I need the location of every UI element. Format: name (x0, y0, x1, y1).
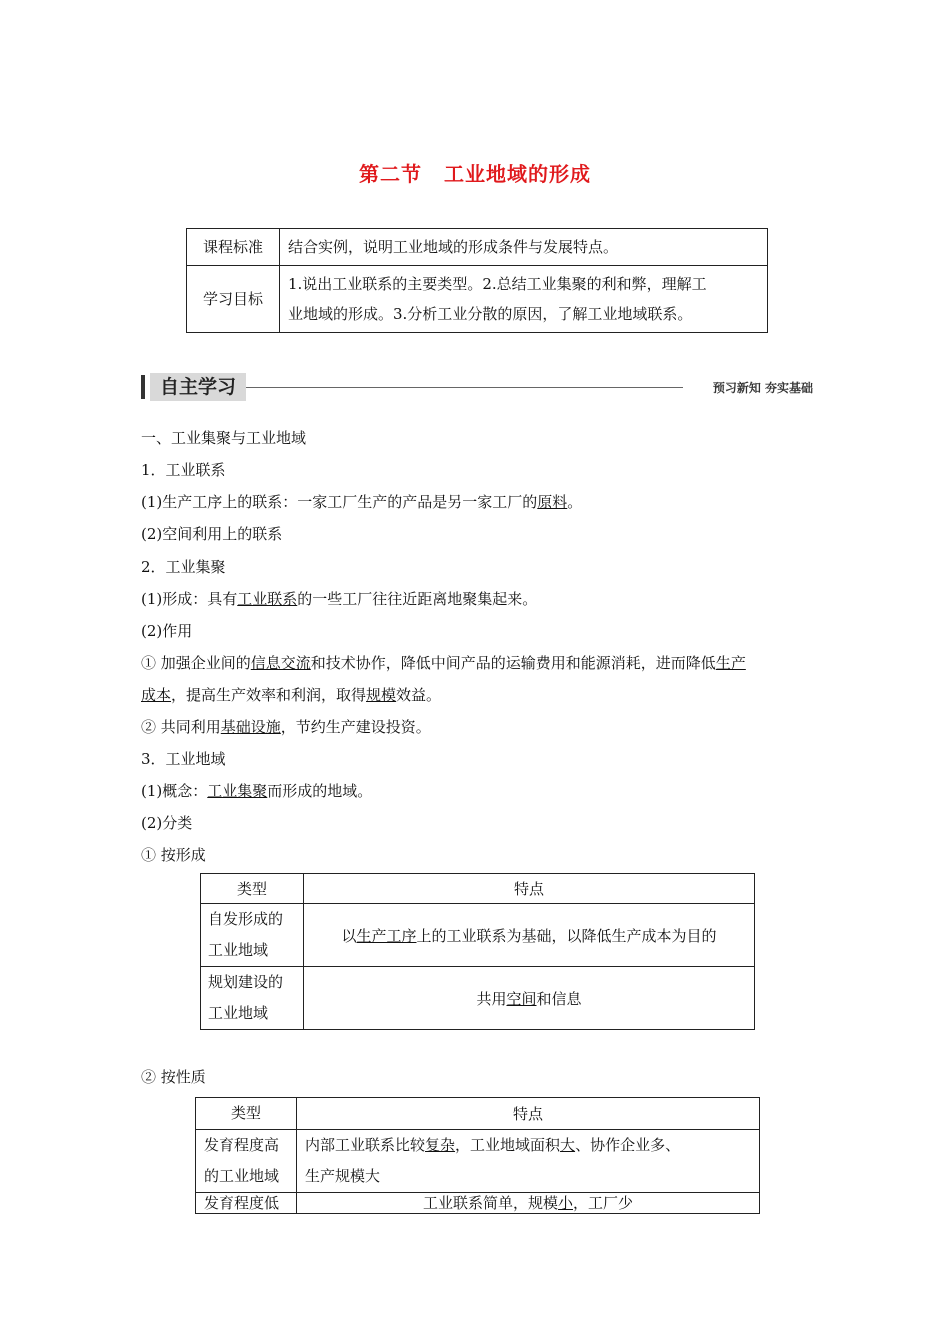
text: 而形成的地域。 (267, 782, 373, 800)
answer-blank: 复杂 (425, 1136, 456, 1154)
table-header: 类型 (196, 1098, 297, 1130)
text: ，工厂少 (573, 1194, 634, 1212)
text: (1)概念： (141, 782, 208, 800)
standard-text: 结合实例，说明工业地域的形成条件与发展特点。 (280, 229, 768, 266)
paragraph (141, 717, 431, 737)
table-row (196, 1193, 760, 1214)
page-title (0, 158, 950, 187)
section-banner (141, 373, 813, 401)
text: 发育程度高 (204, 1136, 280, 1154)
paragraph: (2)分类 (141, 814, 193, 832)
answer-blank: 成本 (141, 686, 172, 704)
text: 的一些工厂往往近距离地聚集起来。 (297, 590, 538, 608)
text: 和技术协作，降低中间产品的运输费用和能源消耗，进而降低 (310, 654, 716, 672)
text: 、协作企业多、 (575, 1136, 681, 1154)
paragraph: (2)作用 (141, 622, 193, 640)
nature-table (195, 1097, 760, 1214)
objectives-text (280, 266, 768, 333)
text: ① 加强企业间的 (141, 654, 251, 672)
banner-bar (141, 375, 145, 399)
table-cell: 发育程度低 (196, 1193, 297, 1214)
text: 生产规模大 (305, 1167, 381, 1185)
answer-blank: 大 (560, 1136, 576, 1154)
paragraph (141, 781, 372, 801)
text: 工业地域 (208, 941, 269, 959)
paragraph: ② 按性质 (141, 1068, 206, 1086)
text: 自发形成的 (208, 910, 284, 928)
banner-subtitle: 预习新知 夯实基础 (712, 381, 813, 395)
paragraph (141, 589, 537, 609)
table-row (201, 967, 755, 1030)
text: 和信息 (536, 989, 582, 1008)
objectives-line-2: 业地域的形成。3.分析工业分散的原因，了解工业地域联系。 (288, 305, 693, 323)
subheading-2: 2．工业集聚 (141, 558, 226, 576)
text: ② 共同利用 (141, 718, 221, 736)
table-cell (196, 1130, 297, 1193)
table-cell (304, 967, 755, 1030)
answer-blank: 空间 (506, 989, 537, 1008)
answer-blank: 工业联系 (237, 590, 298, 608)
banner-title: 自主学习 (150, 373, 246, 401)
table-header: 特点 (304, 874, 755, 904)
answer-blank: 信息交流 (250, 654, 311, 672)
text: 规划建设的 (208, 973, 284, 991)
answer-blank: 小 (557, 1194, 573, 1212)
banner-rule (246, 387, 683, 388)
table-cell (201, 904, 304, 967)
table-header: 特点 (297, 1098, 760, 1130)
text: ，节约生产建设投资。 (280, 718, 431, 736)
paragraph (141, 492, 582, 512)
objectives-label: 学习目标 (187, 266, 280, 333)
subheading-1: 1．工业联系 (141, 461, 226, 479)
standard-label: 课程标准 (187, 229, 280, 266)
title-topic: 工业地域的形成 (444, 162, 591, 186)
standards-table (186, 228, 768, 333)
paragraph: ① 按形成 (141, 846, 206, 864)
text: (1)形成：具有 (141, 590, 238, 608)
text: ，提高生产效率和利润，取得 (171, 686, 367, 704)
paragraph (141, 685, 441, 705)
text: 上的工业联系为基础，以降低生产成本为目的 (416, 926, 717, 945)
answer-blank: 基础设施 (220, 718, 281, 736)
answer-blank: 生产 (715, 654, 746, 672)
subheading-3: 3．工业地域 (141, 750, 226, 768)
text: 以 (341, 926, 357, 945)
answer-blank: 原料 (537, 493, 568, 511)
text: 工业地域 (208, 1004, 269, 1022)
text: 内部工业联系比较 (305, 1136, 426, 1154)
table-row (196, 1130, 760, 1193)
answer-blank: 生产工序 (356, 926, 417, 945)
answer-blank: 工业集聚 (207, 782, 268, 800)
paragraph: (2)空间利用上的联系 (141, 525, 283, 543)
text: 效益。 (396, 686, 442, 704)
answer-blank: 规模 (366, 686, 397, 704)
text: ，工业地域面积 (455, 1136, 561, 1154)
text: 共用 (476, 989, 507, 1008)
table-cell (297, 1130, 760, 1193)
table-cell (297, 1193, 760, 1214)
text: (1)生产工序上的联系：一家工厂生产的产品是另一家工厂的 (141, 493, 538, 511)
text: 的工业地域 (204, 1167, 280, 1185)
table-header: 类型 (201, 874, 304, 904)
table-cell (201, 967, 304, 1030)
formation-table (200, 873, 755, 1030)
paragraph (141, 653, 746, 673)
table-row (201, 904, 755, 967)
objectives-line-1: 1.说出工业联系的主要类型。2.总结工业集聚的利和弊，理解工 (288, 275, 707, 293)
heading-1: 一、工业集聚与工业地域 (141, 429, 307, 447)
text: 工业联系简单，规模 (422, 1194, 558, 1212)
title-section: 第二节 (359, 162, 422, 186)
text: 。 (567, 493, 583, 511)
table-cell (304, 904, 755, 967)
